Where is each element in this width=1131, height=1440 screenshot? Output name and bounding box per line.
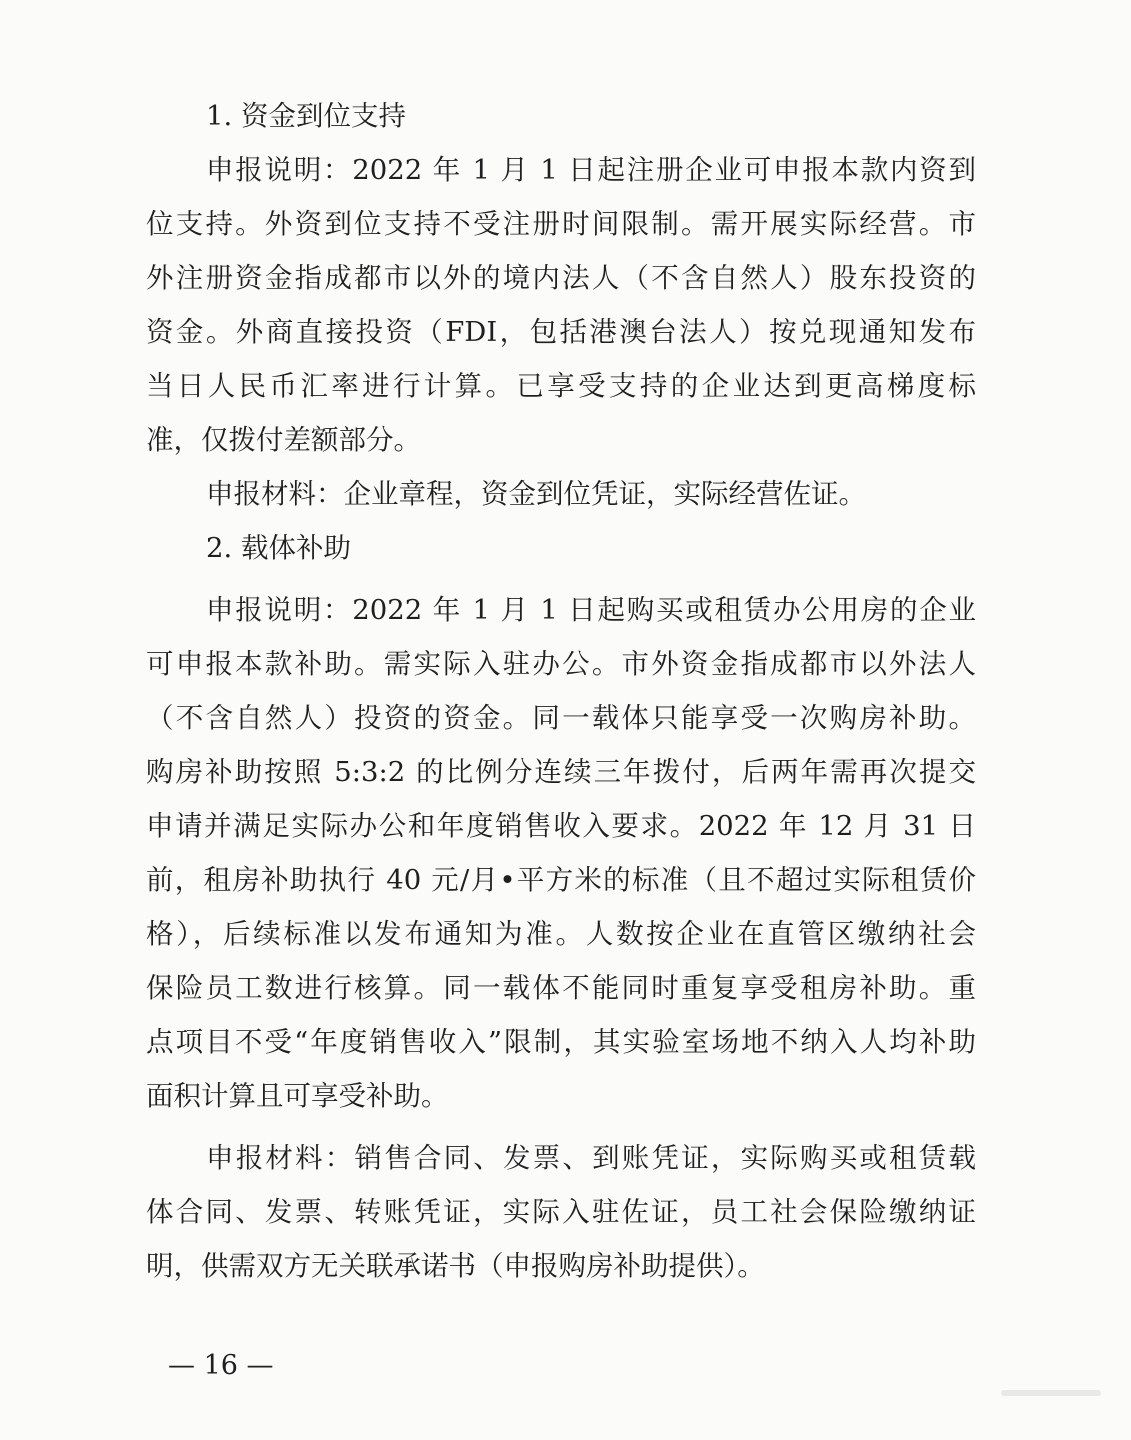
paragraph-line: 点项目不受“年度销售收入”限制，其实验室场地不纳入人均补助: [146, 1026, 976, 1058]
paragraph-line: 当日人民币汇率进行计算。已享受支持的企业达到更高梯度标: [146, 370, 976, 402]
paragraph-line: 保险员工数进行核算。同一载体不能同时重复享受租房补助。重: [146, 972, 976, 1004]
document-body: [146, 89, 976, 1293]
paragraph-line: 体合同、发票、转账凭证，实际入驻佐证，员工社会保险缴纳证: [146, 1196, 976, 1228]
paragraph-line: 申报材料：企业章程，资金到位凭证，实际经营佐证。: [206, 478, 866, 510]
paragraph-line: 可申报本款补助。需实际入驻办公。市外资金指成都市以外法人: [146, 648, 976, 680]
paragraph-line: 格），后续标准以发布通知为准。人数按企业在直管区缴纳社会: [146, 918, 976, 950]
paragraph-line: 购房补助按照 5:3:2 的比例分连续三年拨付，后两年需再次提交: [146, 756, 976, 788]
section-heading: 1. 资金到位支持: [206, 100, 406, 132]
paragraph-line: 资金。外商直接投资（FDI，包括港澳台法人）按兑现通知发布: [146, 316, 976, 348]
paragraph-line: 申请并满足实际办公和年度销售收入要求。2022 年 12 月 31 日: [146, 810, 976, 842]
paragraph-line: （不含自然人）投资的资金。同一载体只能享受一次购房补助。: [146, 702, 976, 734]
paragraph-line: 准，仅拨付差额部分。: [146, 424, 421, 456]
paragraph-line: 外注册资金指成都市以外的境内法人（不含自然人）股东投资的: [146, 262, 976, 294]
paragraph-line: 申报说明：2022 年 1 月 1 日起注册企业可申报本款内资到: [206, 154, 976, 186]
watermark-mark: [1001, 1386, 1101, 1400]
paragraph-line: 位支持。外资到位支持不受注册时间限制。需开展实际经营。市: [146, 208, 976, 240]
paragraph-line: 申报说明：2022 年 1 月 1 日起购买或租赁办公用房的企业: [206, 594, 976, 626]
page-number: — 16 —: [168, 1350, 274, 1381]
paragraph-line: 前，租房补助执行 40 元/月•平方米的标准（且不超过实际租赁价: [146, 864, 976, 896]
paragraph-line: 明，供需双方无关联承诺书（申报购房补助提供）。: [146, 1250, 765, 1282]
paragraph-line: 面积计算且可享受补助。: [146, 1080, 449, 1112]
section-heading: 2. 载体补助: [206, 532, 351, 564]
paragraph-line: 申报材料：销售合同、发票、到账凭证，实际购买或租赁载: [206, 1142, 976, 1174]
